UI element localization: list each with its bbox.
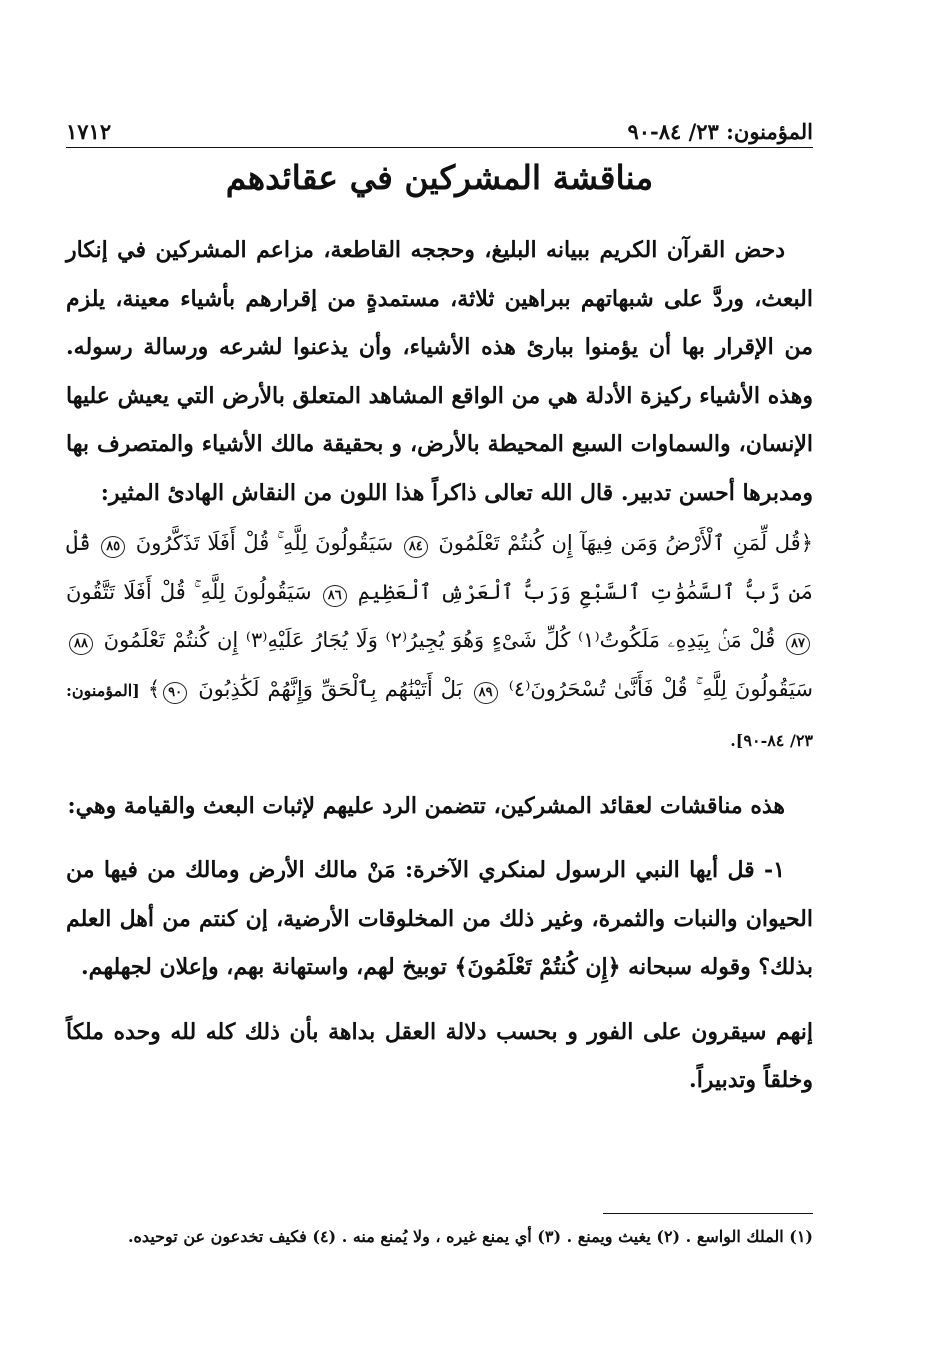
verse-number-86: ٨٦ bbox=[323, 585, 347, 607]
verse-number-85: ٨٥ bbox=[101, 536, 125, 558]
spacer bbox=[66, 992, 813, 1008]
verse-segment: سَيَقُولُونَ لِلَّهِ ۚ قُلْ فَأَنَّىٰ تُسْحَرُونَ⁽٤⁾ bbox=[508, 676, 814, 701]
paragraph-4: إنهم سيقرون على الفور و بحسب دلالة العقل بداهة بأن ذلك كله لله وحده ملكاً وخلقاً وتدبيراً. bbox=[66, 1018, 813, 1093]
verse-number-84: ٨٤ bbox=[404, 536, 428, 558]
verse-number-90: ٩٠ bbox=[163, 682, 187, 704]
paragraph-3: ١- قل أيها النبي الرسول لمنكري الآخرة: مَنْ مالك الأرض ومالك من فيها من الحيوان والنبات والثمرة، وغير ذلك من المخلوقات الأرضية، إن كنتم من أهل العلم بذلك؟ وقوله سبحانه ﴿إِن كُنتُمْ تَعْلَمُونَ﴾ توبيخ لهم، واستهانة بهم، وإعلان لجهلهم. bbox=[66, 857, 813, 980]
paragraph-2: هذه مناقشات لعقائد المشركين، تتضمن الرد عليهم لإثبات البعث والقيامة وهي: bbox=[67, 792, 785, 819]
verse-citation: [المؤمنون: ٢٣/ ٨٤-٩٠]. bbox=[66, 680, 813, 750]
verse-close-bracket: ﴾ bbox=[147, 676, 161, 701]
surah-reference: المؤمنون: ٢٣/ ٨٤-٩٠ bbox=[627, 119, 813, 144]
header-rule bbox=[66, 147, 813, 148]
verse-number-89: ٨٩ bbox=[474, 682, 498, 704]
page-body bbox=[66, 226, 813, 1105]
verse-segment: قُل لِّمَنِ ٱلْأَرْضُ وَمَن فِيهَآ إِن كُنتُمْ تَعْلَمُونَ bbox=[438, 531, 801, 555]
page-header bbox=[66, 108, 813, 144]
verse-open-bracket: ﴿ bbox=[800, 531, 813, 555]
verse-segment: قُلْ مَن رَّبُّ ٱلسَّمَٰوَٰتِ ٱلسَّبْعِ وَرَبُّ ٱلْعَرْشِ ٱلْعَظِيمِ bbox=[66, 531, 813, 604]
page-number: ١٧١٢ bbox=[66, 119, 112, 144]
verse-segment: سَيَقُولُونَ لِلَّهِ ۚ قُلْ أَفَلَا تَتَّقُونَ bbox=[66, 579, 312, 604]
quran-verse-block bbox=[66, 519, 813, 766]
footnotes: (١) الملك الواسع . (٢) يغيث ويمنع . (٣) أي يمنع غيره ، ولا يُمنع منه . (٤) فكيف تخدعون عن توحيده. bbox=[127, 1227, 813, 1246]
footnote-rule bbox=[603, 1213, 813, 1214]
verse-number-88: ٨٨ bbox=[69, 633, 93, 655]
verse-segment: سَيَقُولُونَ لِلَّهِ ۚ قُلْ أَفَلَا تَذَكَّرُونَ bbox=[135, 531, 394, 555]
intro-paragraph: دحض القرآن الكريم ببيانه البليغ، وحججه القاطعة، مزاعم المشركين في إنكار البعث، وردَّ على شبهاتهم ببراهين ثلاثة، مستمدةٍ من إقرارهم بأشياء معينة، يلزم من الإقرار بها أن يؤمنوا ببارئ هذه الأشياء، وأن يذعنوا لشرعه ورسالة رسوله. وهذه الأشياء ركيزة الأدلة هي من الواقع المشاهد المتعلق بالأرض التي يعيش عليها الإنسان، والسماوات السبع المحيطة بالأرض، و بحقيقة مالك الأشياء والمتصرف بها ومدبرها أحسن تدبير. قال الله تعالى ذاكراً هذا اللون من النقاش الهادئ المثير: bbox=[66, 237, 813, 506]
verse-segment: بَلْ أَتَيْنَٰهُم بِٱلْحَقِّ وَإِنَّهُمْ لَكَٰذِبُونَ bbox=[198, 676, 463, 701]
verse-number-87: ٨٧ bbox=[786, 633, 810, 655]
spacer bbox=[66, 830, 813, 846]
section-title: مناقشة المشركين في عقائدهم bbox=[225, 158, 654, 197]
spacer bbox=[66, 766, 813, 782]
verse-segment: قُلْ مَنۢ بِيَدِهِۦ مَلَكُوتُ⁽١⁾ كُلِّ شَىْءٍ وَهُوَ يُجِيرُ⁽٢⁾ وَلَا يُجَارُ عَلَيْهِ⁽٣⁾ إِن كُنتُمْ تَعْلَمُونَ bbox=[103, 628, 776, 652]
